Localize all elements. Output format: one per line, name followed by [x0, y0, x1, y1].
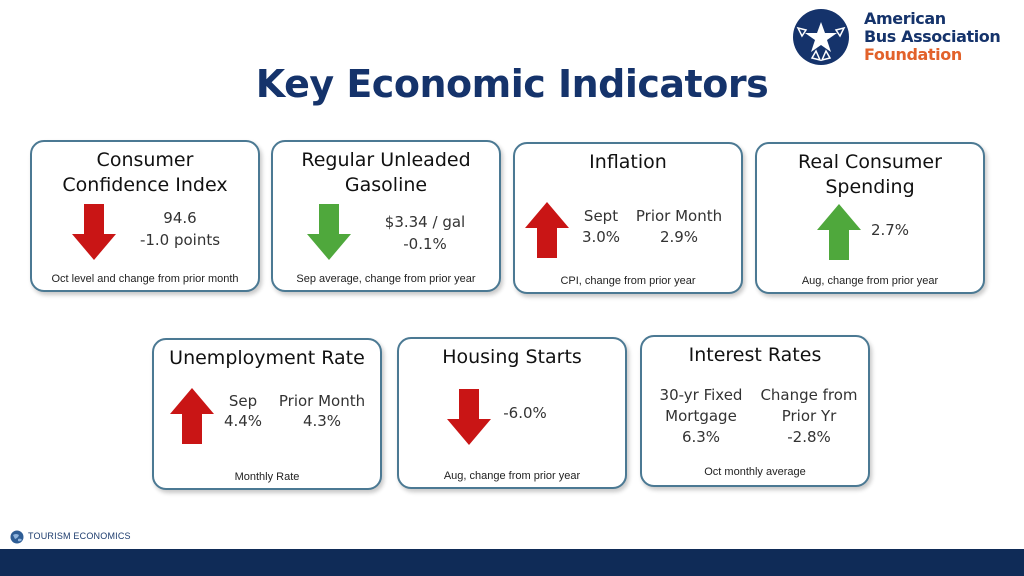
- unemployment-current-value: 4.4%: [223, 412, 263, 430]
- card-title: Interest Rates: [688, 344, 822, 366]
- tourism-economics-wordmark: TOURISM ECONOMICS: [28, 531, 131, 541]
- up-arrow-icon: [170, 388, 214, 444]
- mortgage-label-line-1: 30-yr Fixed: [659, 386, 743, 404]
- unemployment-prior-label: Prior Month: [278, 392, 366, 410]
- unemployment-prior-value: 4.3%: [302, 412, 342, 430]
- card-title-line-1: Consumer: [96, 149, 194, 171]
- card-title-line-2: Confidence Index: [62, 174, 228, 196]
- card-note: Aug, change from prior year: [801, 275, 939, 287]
- inflation-prior-label: Prior Month: [635, 207, 723, 225]
- logo-wordmark: [864, 10, 1000, 64]
- globe-icon: [10, 530, 24, 544]
- card-interest-rates: [640, 335, 870, 487]
- spending-value: 2.7%: [870, 221, 910, 239]
- confidence-change: -1.0 points: [139, 231, 221, 249]
- card-note: Oct monthly average: [704, 466, 806, 478]
- gasoline-change: -0.1%: [403, 235, 447, 253]
- inflation-current-value: 3.0%: [581, 228, 621, 246]
- card-inflation: [513, 142, 743, 294]
- down-arrow-icon: [307, 204, 351, 260]
- confidence-value: 94.6: [163, 209, 197, 227]
- page-title: Key Economic Indicators: [255, 62, 769, 106]
- inflation-current-label: Sept: [583, 207, 619, 225]
- card-title: [38, 148, 252, 198]
- card-consumer-confidence: [30, 140, 260, 292]
- down-arrow-icon: [447, 389, 491, 445]
- logo-line-foundation: Foundation: [864, 45, 962, 64]
- card-title: [279, 148, 493, 198]
- aba-foundation-logo: [792, 8, 1022, 66]
- card-title-line-1: Real Consumer: [798, 151, 942, 173]
- rate-change-value: -2.8%: [787, 428, 831, 446]
- card-title-line-1: Regular Unleaded: [301, 149, 471, 171]
- inflation-prior-value: 2.9%: [659, 228, 699, 246]
- card-gasoline: [271, 140, 501, 292]
- card-title: [763, 150, 977, 200]
- unemployment-current-label: Sep: [228, 392, 258, 410]
- rate-change-label-line-2: Prior Yr: [781, 407, 837, 425]
- down-arrow-icon: [72, 204, 116, 260]
- card-title: Unemployment Rate: [169, 347, 365, 369]
- rate-change-label-line-1: Change from: [760, 386, 858, 404]
- mortgage-label-line-2: Mortgage: [665, 407, 737, 425]
- card-note: Aug, change from prior year: [443, 470, 581, 482]
- card-unemployment-rate: [152, 338, 382, 490]
- card-title: Housing Starts: [442, 346, 582, 368]
- card-note: Sep average, change from prior year: [296, 273, 476, 285]
- logo-line-bus-association: Bus Association: [864, 27, 1001, 46]
- footer-bar: [0, 549, 1024, 576]
- mortgage-value: 6.3%: [681, 428, 721, 446]
- card-title-line-2: Gasoline: [344, 174, 428, 196]
- card-note: Oct level and change from prior month: [51, 273, 239, 285]
- card-note: Monthly Rate: [234, 471, 300, 483]
- card-real-consumer-spending: [755, 142, 985, 294]
- logo-line-american: American: [864, 9, 946, 28]
- up-arrow-icon: [817, 204, 861, 260]
- gasoline-value: $3.34 / gal: [384, 213, 466, 231]
- card-note: CPI, change from prior year: [560, 275, 696, 287]
- up-arrow-icon: [525, 202, 569, 258]
- aba-star-logo-icon: [792, 8, 850, 66]
- card-title: Inflation: [589, 151, 667, 173]
- housing-value: -6.0%: [503, 404, 547, 422]
- card-title-line-2: Spending: [825, 176, 915, 198]
- card-housing-starts: [397, 337, 627, 489]
